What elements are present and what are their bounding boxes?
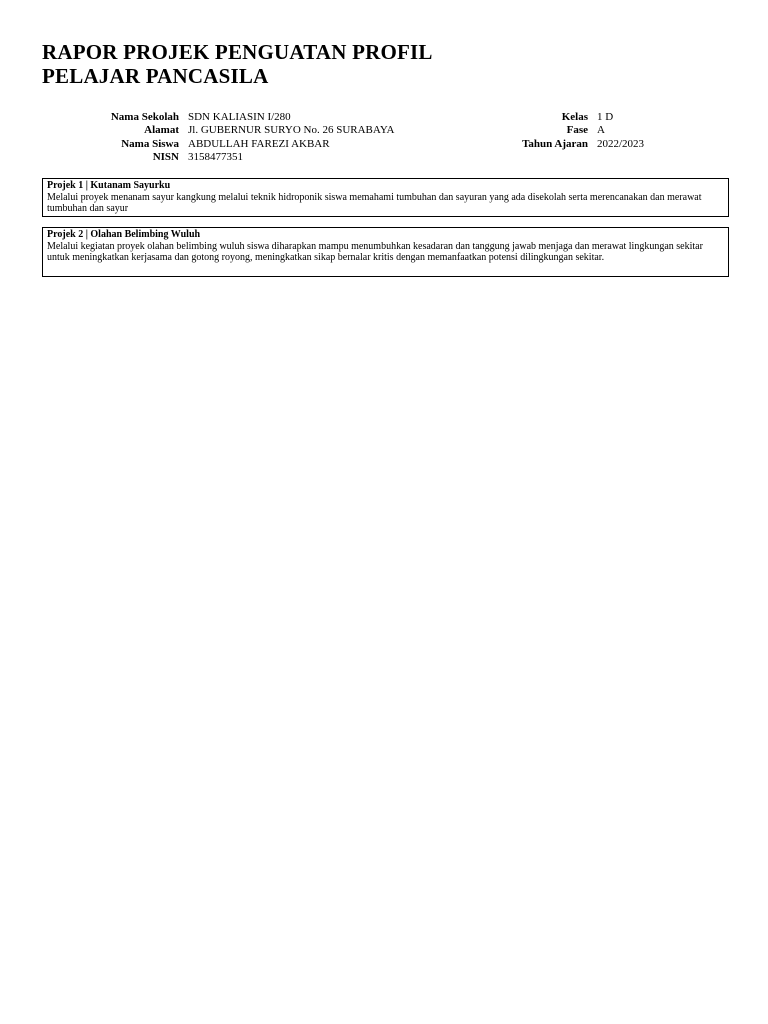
address-value: Jl. GUBERNUR SURYO No. 26 SURABAYA [188, 124, 395, 137]
info-row-school [60, 111, 395, 124]
phase-label: Fase [566, 124, 588, 137]
info-row-class [480, 111, 644, 124]
project-box-2 [42, 227, 729, 277]
school-name-value: SDN KALIASIN I/280 [188, 111, 291, 123]
student-name-value: ABDULLAH FAREZI AKBAR [188, 137, 330, 150]
school-name-label: Nama Sekolah [110, 111, 179, 123]
page-title-line-1: RAPOR PROJEK PENGUATAN PROFIL [42, 40, 433, 64]
class-label: Kelas [561, 111, 588, 123]
project-box-1 [42, 178, 729, 217]
class-value: 1 D [597, 111, 614, 123]
nisn-value: 3158477351 [188, 151, 243, 164]
page-title [42, 40, 702, 88]
phase-value: A [597, 124, 605, 137]
student-info-left [60, 111, 395, 165]
academic-year-value: 2022/2023 [597, 137, 645, 150]
student-name-label: Nama Siswa [121, 137, 179, 150]
address-label: Alamat [144, 124, 179, 137]
info-row-phase [480, 124, 644, 137]
project-description-2: Melalui kegiatan proyek olahan belimbing wuluh siswa diharapkan mampu menumbuhkan kesadaran dan tanggung jawab menjaga dan merawat lingkungan sekitar untuk meningkatkan kerjasama dan gotong royong, meningkatkan sikap bernalar kritis dengan memanfaatkan potensi dilingkungan sekitar. [47, 240, 703, 264]
info-row-academic-year [480, 138, 644, 151]
info-row-address [60, 124, 395, 137]
project-heading-2: Projek 2 | Olahan Belimbing Wuluh [47, 229, 201, 240]
info-row-student [60, 138, 395, 151]
student-info-right [480, 111, 644, 151]
project-heading-1: Projek 1 | Kutanam Sayurku [47, 180, 171, 191]
project-description-1: Melalui proyek menanam sayur kangkung melalui teknik hidroponik siswa memahami tumbuhan dan sayuran yang ada disekolah serta merencanakan dan merawat tumbuhan dan sayur [47, 191, 702, 215]
info-row-nisn [60, 151, 395, 164]
nisn-label: NISN [152, 151, 179, 164]
page-title-line-2: PELAJAR PANCASILA [42, 64, 269, 88]
academic-year-label: Tahun Ajaran [522, 137, 588, 150]
